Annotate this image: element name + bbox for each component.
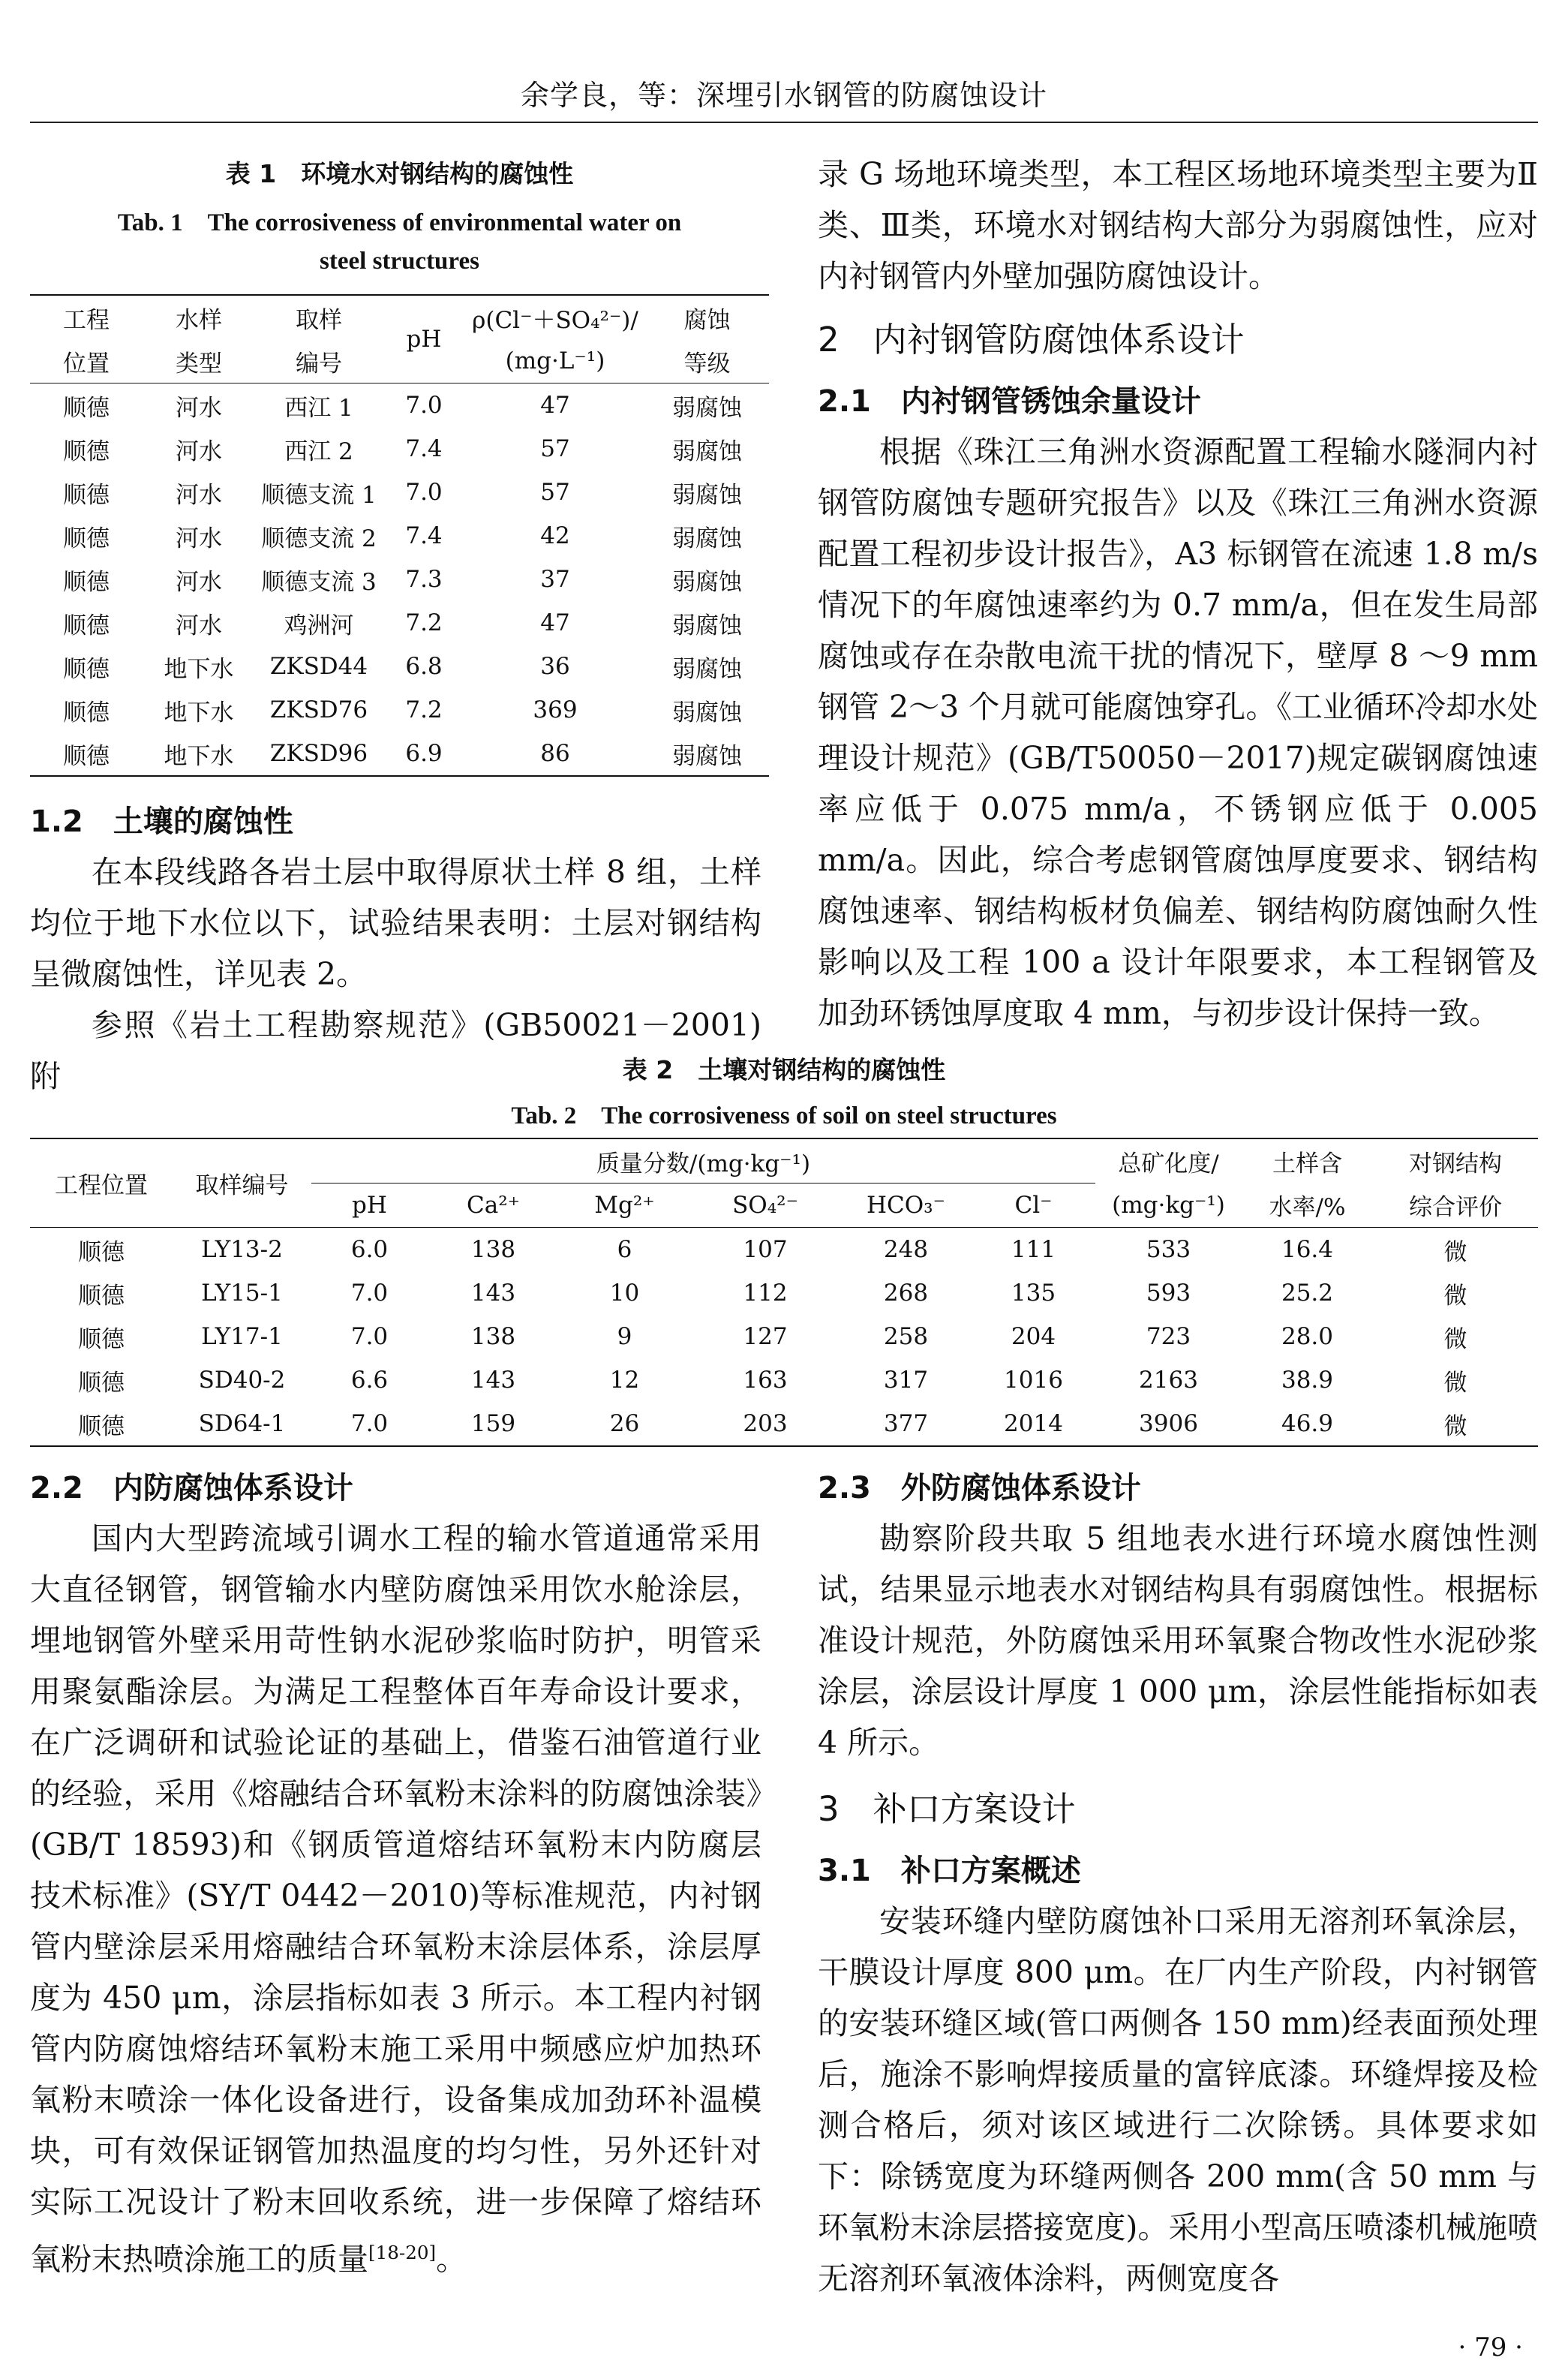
table-cell: 7.4 — [405, 435, 443, 462]
section-2-2-paragraph — [30, 1513, 761, 2285]
table-cell: 7.0 — [350, 1323, 389, 1350]
t1-h-location2: 位置 — [63, 350, 110, 377]
table-cell: 顺德 — [78, 1282, 125, 1310]
table-row — [30, 645, 769, 688]
section-3-1-paragraph: 安装环缝内壁防腐蚀补口采用无溶剂环氧涂层，干膜设计厚度 800 μm。在厂内生产阶段，内衬钢管的安装环缝区域(管口两侧各 150 mm)经表面预处理后，施涂不影响焊接质量的富锌底漆。环缝焊接及检测合格后，须对该区域进行二次除锈。具体要求如下：除锈宽度为环缝两侧各 200 mm(含 50 mm 与环氧粉末涂层搭接宽度)。采用小型高压喷漆机械施喷无溶剂环氧液体涂料，两侧宽度各 — [818, 1903, 1538, 2296]
section-2-title: 2 内衬钢管防腐蚀体系设计 — [818, 320, 1245, 359]
section-1-2-paragraph-2: 参照《岩土工程勘察规范》(GB50021－2001)附 — [30, 1007, 761, 1094]
table-cell: 顺德 — [63, 568, 110, 596]
t2-h-location: 工程位置 — [30, 1138, 173, 1228]
t1-h-conc2: (mg·L⁻¹) — [505, 347, 605, 374]
table-cell: 鸡洲河 — [284, 612, 354, 639]
table-cell: 163 — [743, 1367, 788, 1394]
table-cell: 377 — [883, 1410, 929, 1437]
table-row — [30, 1271, 1538, 1315]
table-cell: SD40-2 — [198, 1367, 286, 1394]
table-cell: 47 — [540, 609, 570, 636]
t2-h-eval1: 对钢结构 — [1409, 1150, 1502, 1177]
table-cell: 地下水 — [164, 699, 234, 726]
table-cell: 16.4 — [1281, 1236, 1334, 1263]
table-cell: 顺德 — [78, 1325, 125, 1353]
t2-h-total1: 总矿化度/ — [1118, 1150, 1219, 1177]
table-cell: 微 — [1443, 1282, 1467, 1310]
section-1-2-title: 1.2 土壤的腐蚀性 — [30, 805, 293, 839]
t1-h-grade1: 腐蚀 — [683, 306, 731, 334]
table-cell: 顺德 — [63, 742, 110, 770]
table-cell: 159 — [470, 1410, 516, 1437]
table-cell: 12 — [609, 1367, 640, 1394]
table-cell: 微 — [1443, 1238, 1467, 1266]
t1-h-grade2: 等级 — [683, 350, 731, 377]
t2-h-water1: 土样含 — [1272, 1150, 1342, 1177]
t2-h-cl: Cl⁻ — [1014, 1192, 1053, 1219]
table-cell: 1016 — [1004, 1367, 1063, 1394]
table2-caption-cn: 表 2 土壤对钢结构的腐蚀性 — [622, 1055, 946, 1084]
table-cell: 47 — [540, 392, 570, 419]
table-cell: 2163 — [1139, 1367, 1198, 1394]
table-cell: 112 — [743, 1280, 788, 1307]
t2-h-sample: 取样编号 — [173, 1138, 311, 1228]
t1-h-type2: 类型 — [176, 350, 222, 377]
table-cell: 弱腐蚀 — [672, 568, 742, 596]
table2-caption-en: Tab. 2 The corrosiveness of soil on steel structures — [511, 1102, 1057, 1129]
table-row — [30, 732, 769, 776]
page-number: · 79 · — [1458, 2332, 1523, 2362]
section-2-1-paragraph: 根据《珠江三角洲水资源配置工程输水隧洞内衬钢管防腐蚀专题研究报告》以及《珠江三角洲水资源配置工程初步设计报告》，A3 标钢管在流速 1.8 m/s 情况下的年腐蚀速率约为 0.7 mm/a，但在发生局部腐蚀或存在杂散电流干扰的情况下，壁厚 8 ～9 mm 钢管 2～3 个月就可能腐蚀穿孔。《工业循环冷却水处理设计规范》(GB/T50050－2017)规定碳钢腐蚀速率应低于 0.075 mm/a，不锈钢应低于 0.005 mm/a。因此，综合考虑钢管腐蚀厚度要求、钢结构腐蚀速率、钢结构板材负偏差、钢结构防腐蚀耐久性影响以及工程 100 a 设计年限要求，本工程钢管及加劲环锈蚀厚度取 4 mm，与初步设计保持一致。 — [818, 434, 1538, 1031]
t2-h-ca: Ca²⁺ — [467, 1192, 520, 1219]
table-cell: 弱腐蚀 — [672, 438, 742, 465]
t2-h-hco3: HCO₃⁻ — [867, 1192, 945, 1219]
table-cell: 7.3 — [405, 566, 443, 593]
table-cell: 弱腐蚀 — [672, 481, 742, 509]
table-row — [30, 427, 769, 471]
table-row — [30, 1315, 1538, 1358]
t2-h-water2: 水率/% — [1269, 1194, 1346, 1222]
table-cell: ZKSD44 — [269, 653, 368, 680]
table-cell: LY17-1 — [201, 1323, 283, 1350]
section-2-3-title: 2.3 外防腐蚀体系设计 — [818, 1471, 1141, 1505]
table-row — [30, 1402, 1538, 1446]
table-cell: 143 — [470, 1280, 516, 1307]
table-cell: 6 — [617, 1236, 632, 1263]
t2-h-mg: Mg²⁺ — [594, 1192, 655, 1219]
table-cell: 57 — [540, 435, 570, 462]
table-cell: 顺德支流 1 — [261, 481, 377, 509]
header-rule — [30, 122, 1538, 123]
table-cell: 7.4 — [405, 522, 443, 549]
table-cell: 地下水 — [164, 655, 234, 683]
section-2-3-paragraph: 勘察阶段共取 5 组地表水进行环境水腐蚀性测试，结果显示地表水对钢结构具有弱腐蚀性。根据标准设计规范，外防腐蚀采用环氧聚合物改性水泥砂浆涂层，涂层设计厚度 1 000 μm，涂层性能指标如表 4 所示。 — [818, 1520, 1538, 1761]
t2-h-so4: SO₄²⁻ — [732, 1192, 798, 1219]
table1-caption-en: Tab. 1 The corrosiveness of environmental water on — [117, 209, 682, 236]
table-cell: 河水 — [176, 481, 222, 509]
t1-h-conc1: ρ(Cl⁻＋SO₄²⁻)/ — [472, 306, 638, 334]
table-cell: 弱腐蚀 — [672, 655, 742, 683]
table-cell: 2014 — [1004, 1410, 1063, 1437]
table-cell: 36 — [540, 653, 570, 680]
table-cell: 顺德 — [78, 1238, 125, 1266]
table-cell: LY15-1 — [201, 1280, 283, 1307]
table-cell: 微 — [1443, 1412, 1467, 1440]
t1-h-ph: pH — [406, 326, 442, 353]
table-cell: ZKSD76 — [269, 696, 368, 723]
table-cell: 弱腐蚀 — [672, 394, 742, 422]
t2-h-eval2: 综合评价 — [1409, 1194, 1502, 1222]
section-3-1-title: 3.1 补口方案概述 — [818, 1854, 1081, 1888]
table-cell: 顺德 — [63, 394, 110, 422]
table-cell: 弱腐蚀 — [672, 525, 742, 552]
table-cell: 593 — [1146, 1280, 1191, 1307]
table-cell: 10 — [609, 1280, 640, 1307]
table-cell: 6.0 — [350, 1236, 389, 1263]
table-cell: 6.6 — [350, 1367, 389, 1394]
table-cell: 9 — [617, 1323, 632, 1350]
table1-caption-en-line2: steel structures — [320, 248, 479, 275]
table-cell: 西江 2 — [284, 438, 353, 465]
t2-h-total2: (mg·kg⁻¹) — [1112, 1191, 1225, 1219]
table-cell: 38.9 — [1281, 1367, 1334, 1394]
table-cell: 135 — [1011, 1280, 1056, 1307]
table-cell: 533 — [1146, 1236, 1191, 1263]
table-cell: 42 — [540, 522, 570, 549]
table-cell: 258 — [883, 1323, 929, 1350]
table-cell: 107 — [743, 1236, 788, 1263]
t2-h-mass: 质量分数/(mg·kg⁻¹) — [311, 1138, 1095, 1183]
table-row — [30, 688, 769, 732]
table-cell: 河水 — [176, 394, 222, 422]
table-cell: 248 — [883, 1236, 929, 1263]
table-cell: 25.2 — [1281, 1280, 1334, 1307]
table-cell: 57 — [540, 479, 570, 506]
table-cell: 26 — [609, 1410, 640, 1437]
table-cell: 111 — [1011, 1236, 1056, 1263]
table-cell: 28.0 — [1281, 1323, 1334, 1350]
table-cell: 微 — [1443, 1325, 1467, 1353]
section-1-2-paragraph-1: 在本段线路各岩土层中取得原状土样 8 组，土样均位于地下水位以下，试验结果表明：土层对钢结构呈微腐蚀性，详见表 2。 — [30, 854, 761, 992]
table-cell: 顺德 — [78, 1369, 125, 1397]
table-cell: 46.9 — [1281, 1410, 1334, 1437]
section-3-title: 3 补口方案设计 — [818, 1789, 1076, 1829]
left-bottom-column — [30, 1463, 761, 2285]
table-cell: 弱腐蚀 — [672, 612, 742, 639]
table-cell: 138 — [470, 1236, 516, 1263]
table-cell: 138 — [470, 1323, 516, 1350]
table-cell: 3906 — [1139, 1410, 1198, 1437]
table-cell: 369 — [533, 696, 578, 723]
table-cell: 地下水 — [164, 742, 234, 770]
table-row — [30, 1358, 1538, 1402]
t1-h-sample1: 取样 — [296, 306, 342, 334]
table-cell: 7.0 — [350, 1280, 389, 1307]
table-row — [30, 514, 769, 558]
section-2-2-text: 国内大型跨流域引调水工程的输水管道通常采用大直径钢管，钢管输水内壁防腐蚀采用饮水舱涂层，埋地钢管外壁采用苛性钠水泥砂浆临时防护，明管采用聚氨酯涂层。为满足工程整体百年寿命设计要求，在广泛调研和试验论证的基础上，借鉴石油管道行业的经验，采用《熔融结合环氧粉末涂料的防腐蚀涂装》(GB/T 18593)和《钢质管道熔结环氧粉末内防腐层技术标准》(SY/T 0442－2010)等标准规范，内衬钢管内壁涂层采用熔融结合环氧粉末涂层体系，涂层厚度为 450 μm，涂层指标如表 3 所示。本工程内衬钢管内防腐蚀熔结环氧粉末施工采用中频感应炉加热环氧粉末喷涂一体化设备进行，设备集成加劲环补温模块，可有效保证钢管加热温度的均匀性，另外还针对实际工况设计了粉末回收系统，进一步保障了熔结环氧粉末热喷涂施工的质量 — [30, 1520, 761, 2278]
table-cell: 顺德 — [63, 438, 110, 465]
t1-h-sample2: 编号 — [296, 350, 342, 377]
section-2-2-title: 2.2 内防腐蚀体系设计 — [30, 1471, 353, 1505]
table-cell: 弱腐蚀 — [672, 742, 742, 770]
table-cell: 86 — [540, 740, 570, 767]
table1 — [30, 294, 769, 777]
table-cell: 203 — [743, 1410, 788, 1437]
table-cell: 7.0 — [405, 479, 443, 506]
table-row — [30, 1228, 1538, 1272]
table-cell: 7.0 — [405, 392, 443, 419]
table-cell: 723 — [1146, 1323, 1191, 1350]
table-cell: 7.0 — [350, 1410, 389, 1437]
table-cell: 顺德 — [63, 612, 110, 639]
table-cell: 西江 1 — [284, 394, 353, 422]
table-cell: 河水 — [176, 568, 222, 596]
table-cell: 顺德支流 2 — [261, 525, 377, 552]
table-cell: 37 — [540, 566, 570, 593]
section-2-1-title: 2.1 内衬钢管锈蚀余量设计 — [818, 384, 1201, 419]
table-cell: 6.8 — [405, 653, 443, 680]
table-cell: 微 — [1443, 1369, 1467, 1397]
table-cell: 143 — [470, 1367, 516, 1394]
table-cell: LY13-2 — [201, 1236, 283, 1263]
right-bottom-column — [818, 1463, 1538, 2304]
table-cell: 河水 — [176, 438, 222, 465]
citation-ref: [18-20] — [368, 2242, 437, 2263]
table-row — [30, 558, 769, 601]
table-row — [30, 471, 769, 514]
t1-h-location1: 工程 — [63, 306, 110, 334]
table-cell: 顺德 — [63, 525, 110, 552]
table-cell: 268 — [883, 1280, 929, 1307]
table-row — [30, 383, 769, 428]
table-cell: 顺德 — [78, 1412, 125, 1440]
table-cell: 顺德支流 3 — [261, 568, 377, 596]
table-cell: 6.9 — [405, 740, 443, 767]
table-cell: 顺德 — [63, 481, 110, 509]
section-2-2-end: 。 — [436, 2241, 467, 2278]
table-cell: 7.2 — [405, 609, 443, 636]
table-cell: 河水 — [176, 525, 222, 552]
table-cell: 顺德 — [63, 699, 110, 726]
table-cell: 317 — [883, 1367, 929, 1394]
running-header: 余学良，等：深埋引水钢管的防腐蚀设计 — [520, 79, 1047, 112]
right-continued-paragraph: 录 G 场地环境类型，本工程区场地环境类型主要为Ⅱ类、Ⅲ类，环境水对钢结构大部分为弱腐蚀性，应对内衬钢管内外壁加强防腐蚀设计。 — [818, 156, 1538, 294]
right-top-column — [818, 149, 1538, 1039]
table2 — [30, 1138, 1538, 1447]
table-cell: ZKSD96 — [269, 740, 368, 767]
table-cell: 顺德 — [63, 655, 110, 683]
t1-h-type1: 水样 — [176, 306, 222, 334]
table-cell: 204 — [1011, 1323, 1056, 1350]
t2-h-ph: pH — [352, 1192, 387, 1219]
table-cell: 7.2 — [405, 696, 443, 723]
table-cell: SD64-1 — [198, 1410, 286, 1437]
table-row — [30, 601, 769, 645]
table-cell: 河水 — [176, 612, 222, 639]
table1-caption-cn: 表 1 环境水对钢结构的腐蚀性 — [225, 159, 574, 188]
table-cell: 127 — [743, 1323, 788, 1350]
table-cell: 弱腐蚀 — [672, 699, 742, 726]
